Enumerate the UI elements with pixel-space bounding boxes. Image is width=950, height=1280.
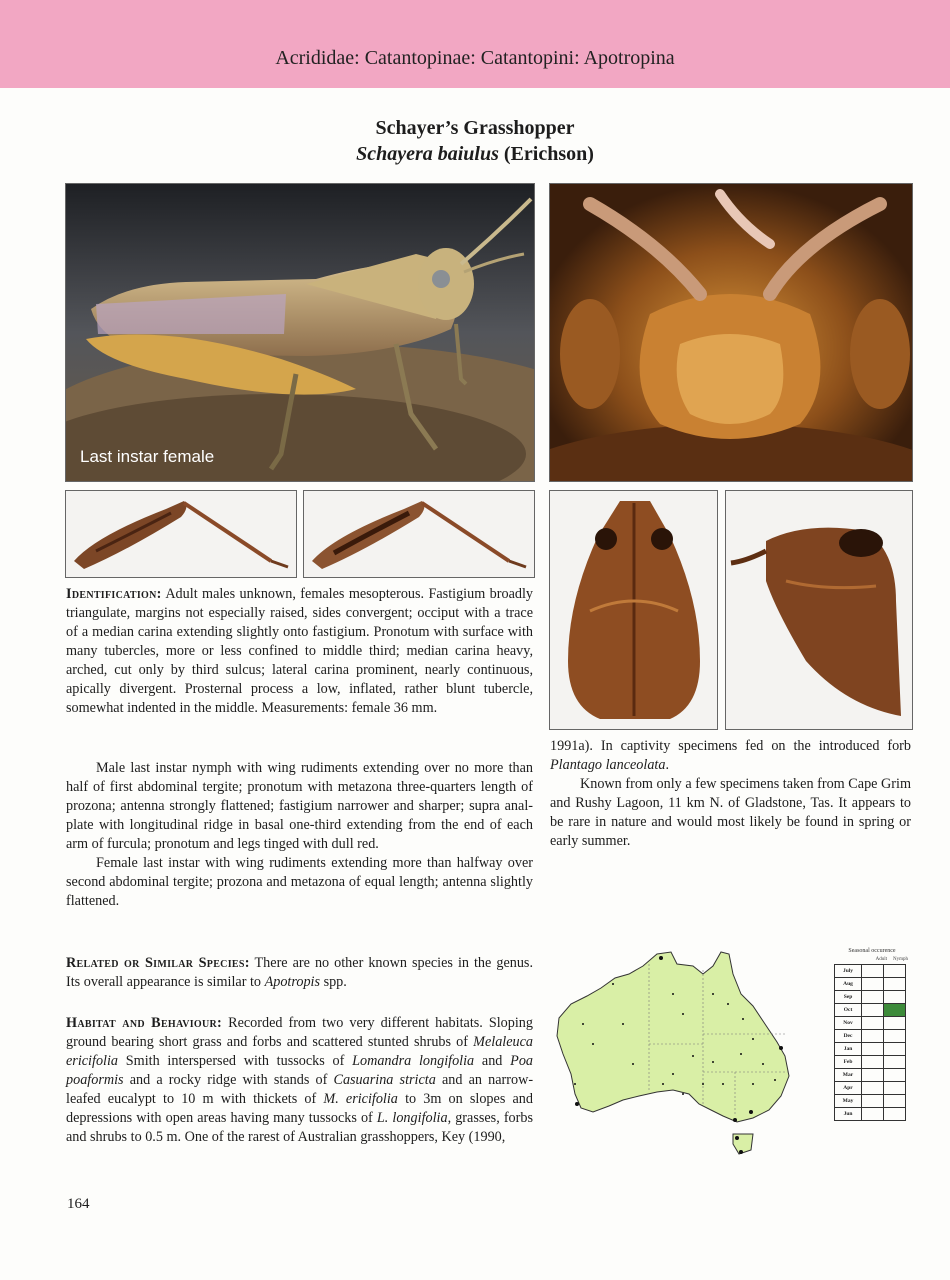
male-nymph-text: Male last instar nymph with wing rudiments extending over no more than half of first abdominal tergite; pronotum with metazona three-quarters length of prozona; antenna strongly flattened; fastigium narrower and sharper; supra anal-plate with longitudinal ridge in basal one-third extending from the end of each arm of furcula; pronotum and legs tinged with dull red. [66, 760, 533, 852]
season-row [835, 1082, 906, 1095]
nymph-cell [884, 1017, 906, 1030]
related-genus: Apotropis [264, 974, 321, 990]
nymph-cell [884, 1095, 906, 1108]
head-lateral-photo [726, 491, 912, 729]
period: . [665, 757, 670, 773]
photo-hindleg-left [65, 490, 297, 578]
grasshopper-photo [66, 184, 534, 481]
seasonal-columns [834, 957, 910, 962]
identification-text: Adult males unknown, females mesopterous. Fastigium broadly triangulate, margins not especially raised, sides convergent; occiput with a trace of a median carina extending slightly onto fastigium. Pronotum with surface with many tubercles, more or less confined to middle third; median carina heavy, arched, cut only by third sulcus; lateral carina prominent, nearly continuous, apically divergent. Prosternal process a low, inflated, rather blunt tubercle, somewhat indented in the middle. Measurements: female 36 mm. [66, 586, 533, 716]
identification-heading: Identification: [66, 586, 162, 602]
nymph-cell [884, 991, 906, 1004]
related-species-section [66, 954, 533, 992]
habitat-text: Smith interspersed with tussocks of [125, 1053, 345, 1069]
adult-cell [862, 978, 884, 991]
species-name: Casuarina stricta [333, 1072, 436, 1088]
adult-cell [862, 1030, 884, 1043]
month-label: Oct [835, 1004, 862, 1017]
nymph-cell [884, 1056, 906, 1069]
nymph-cell [884, 1030, 906, 1043]
seasonal-occurrence [834, 948, 910, 1121]
adult-cell [862, 1095, 884, 1108]
month-label: Jan [835, 1043, 862, 1056]
hindleg-photo [304, 491, 534, 577]
season-row [835, 1095, 906, 1108]
month-label: May [835, 1095, 862, 1108]
species-name: Melaleuca ericifolia [66, 1034, 534, 1069]
species-name: Lomandra longifolia [352, 1053, 475, 1069]
species-name: L. longifolia [376, 1110, 448, 1126]
adult-cell [862, 1017, 884, 1030]
habitat-text: Recorded from two very different habitats. Sloping ground bearing short grass and forbs and scattered stunted shrubs of [66, 1015, 533, 1050]
photo-habitus-female [65, 183, 535, 482]
adult-cell [862, 1043, 884, 1056]
right-column-text [550, 737, 911, 851]
species-title [0, 115, 950, 167]
closeup-photo [550, 184, 912, 481]
col-nymph: Nymph [893, 957, 908, 962]
season-row [835, 965, 906, 978]
related-text: There are no other known species in the genus. Its overall appearance is similar to [66, 955, 533, 990]
adult-cell [862, 1082, 884, 1095]
adult-cell [862, 1056, 884, 1069]
habitat-continuation: 1991a). In captivity specimens fed on the introduced forb [550, 738, 911, 754]
related-text-end: spp. [323, 974, 347, 990]
season-row [835, 1017, 906, 1030]
distribution-text: Known from only a few specimens taken from Cape Grim and Rushy Lagoon, 11 km N. of Gladstone, Tas. It appears to be rare in nature and would most likely be found in spring or early summer. [550, 776, 911, 849]
photo-caption: Last instar female [80, 447, 215, 466]
nymph-cell [884, 965, 906, 978]
adult-cell [862, 965, 884, 978]
adult-cell [862, 1069, 884, 1082]
plant-name: Plantago lanceolata [550, 757, 666, 773]
season-row [835, 991, 906, 1004]
adult-cell [862, 1108, 884, 1121]
month-label: Feb [835, 1056, 862, 1069]
nymph-cell [884, 1082, 906, 1095]
season-row [835, 1030, 906, 1043]
month-label: Sep [835, 991, 862, 1004]
season-row [835, 1056, 906, 1069]
author-name: (Erichson) [503, 143, 594, 165]
season-row [835, 978, 906, 991]
season-row [835, 1043, 906, 1056]
nymph-section [66, 759, 533, 911]
identification-section [66, 585, 533, 718]
habitat-heading: Habitat and Behaviour: [66, 1015, 223, 1031]
scientific-name-line [0, 141, 950, 167]
nymph-cell [884, 978, 906, 991]
month-label: Jun [835, 1108, 862, 1121]
habitat-text: and [481, 1053, 503, 1069]
habitat-text: , grasses, forbs and shrubs to 0.5 m. One of the rarest of Australian grasshoppers, Key (1990, [66, 1110, 533, 1145]
nymph-cell [884, 1004, 906, 1017]
month-label: Apr [835, 1082, 862, 1095]
season-row [835, 1108, 906, 1121]
seasonal-table [834, 964, 906, 1121]
photo-head-lateral [725, 490, 913, 730]
season-row [835, 1004, 906, 1017]
species-name: M. ericifolia [323, 1091, 398, 1107]
photo-head-dorsal [549, 490, 718, 730]
seasonal-title: Seasonal occurence [848, 948, 896, 954]
habitat-text: to 3m on slopes and depressions with open areas having many tussocks of [66, 1091, 533, 1126]
habitat-text: and an narrow-leafed eucalypt to 10 m with thickets of [66, 1072, 534, 1107]
hindleg-photo [66, 491, 296, 577]
month-label: Mar [835, 1069, 862, 1082]
month-label: Aug [835, 978, 862, 991]
photo-hindleg-right [303, 490, 535, 578]
taxonomy-heading: Acrididae: Catantopinae: Catantopini: Apotropina [275, 47, 675, 69]
scientific-name: Schayera baiulus [356, 143, 499, 165]
head-dorsal-photo [550, 491, 717, 729]
nymph-cell [884, 1108, 906, 1121]
nymph-cell [884, 1069, 906, 1082]
adult-cell [862, 1004, 884, 1017]
month-label: July [835, 965, 862, 978]
page-number: 164 [67, 1196, 90, 1212]
season-row [835, 1069, 906, 1082]
common-name: Schayer’s Grasshopper [375, 117, 575, 139]
photo-closeup-abdomen [549, 183, 913, 482]
nymph-cell [884, 1043, 906, 1056]
habitat-text: and a rocky ridge with stands of [129, 1072, 328, 1088]
habitat-section [66, 1014, 533, 1147]
adult-cell [862, 991, 884, 1004]
month-label: Nov [835, 1017, 862, 1030]
species-name: Poa poaformis [66, 1053, 534, 1088]
distribution-map [553, 944, 793, 1162]
page-header [0, 0, 950, 88]
australia-map [553, 944, 793, 1162]
related-heading: Related or Similar Species: [66, 955, 250, 971]
female-nymph-text: Female last instar with wing rudiments extending more than halfway over second abdominal tergite; prozona and metazona of equal length; antenna slightly flattened. [66, 855, 533, 909]
col-adult: Adult [875, 957, 887, 962]
month-label: Dec [835, 1030, 862, 1043]
